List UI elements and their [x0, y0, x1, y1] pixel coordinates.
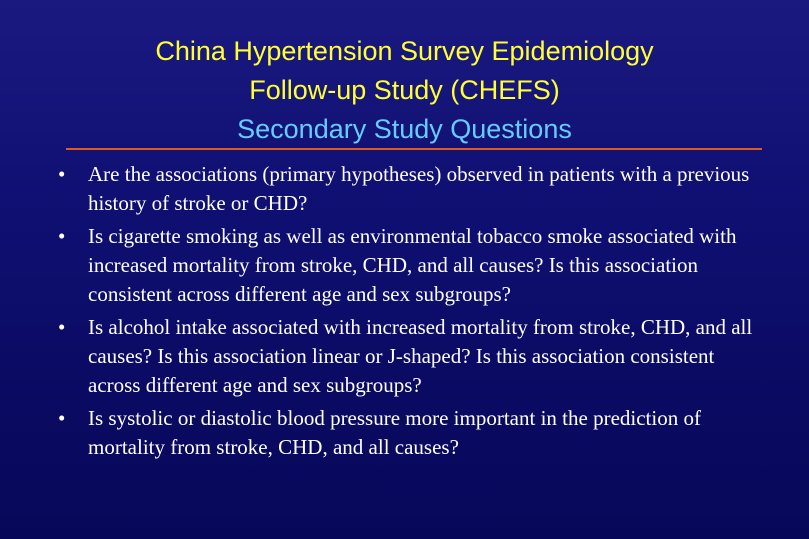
slide-subtitle: Secondary Study Questions — [237, 114, 572, 144]
bullet-marker: • — [58, 224, 66, 248]
bullet-text: Is alcohol intake associated with increased mortality from stroke, CHD, and all causes? Is this association linear or J-shaped? Is this association consistent across different age and sex subgroups? — [88, 315, 753, 397]
slide-title-line-1: China Hypertension Survey Epidemiology — [155, 36, 654, 66]
bullet-item — [58, 222, 758, 309]
bullet-marker: • — [58, 162, 66, 186]
bullet-text: Is cigarette smoking as well as environmental tobacco smoke associated with increased mortality from stroke, CHD, and all causes? Is this association consistent across different age and sex subgroups? — [88, 224, 737, 306]
bullet-item — [58, 313, 758, 400]
bullet-text: Are the associations (primary hypotheses) observed in patients with a previous history of stroke or CHD? — [88, 162, 750, 215]
bullet-text: Is systolic or diastolic blood pressure more important in the prediction of mortality from stroke, CHD, and all causes? — [88, 406, 701, 459]
bullet-list — [58, 160, 758, 466]
bullet-marker: • — [58, 406, 66, 430]
slide-title-line-2: Follow-up Study (CHEFS) — [249, 75, 560, 105]
slide-title-block — [0, 32, 809, 149]
bullet-marker: • — [58, 315, 66, 339]
bullet-item — [58, 160, 758, 218]
bullet-item — [58, 404, 758, 462]
title-divider — [66, 148, 762, 150]
